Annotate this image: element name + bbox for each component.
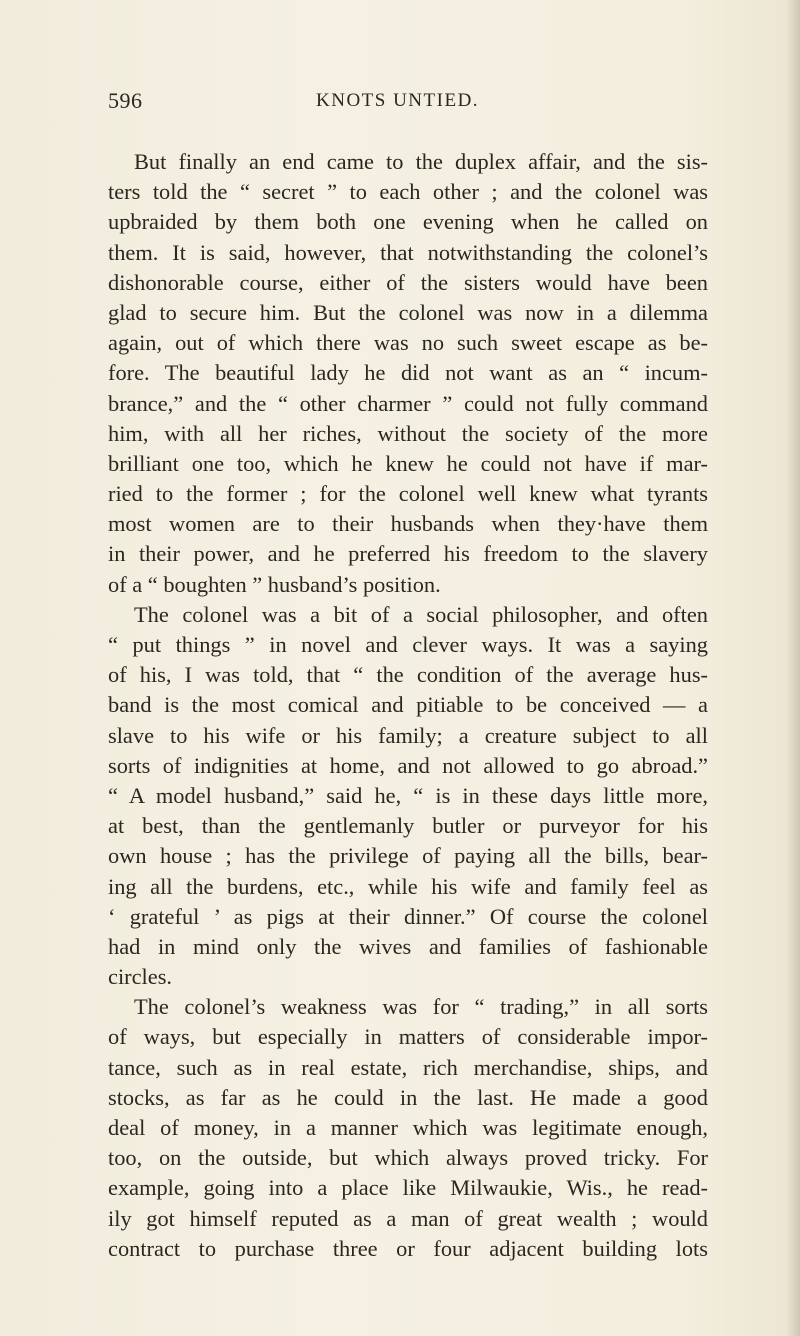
text-line: ‘ grateful ’ as pigs at their dinner.” Of course the colonel bbox=[108, 903, 708, 929]
text-line: own house ; has the privilege of paying all the bills, bear- bbox=[108, 843, 708, 869]
text-line: “ put things ” in novel and clever ways. It was a saying bbox=[108, 632, 708, 657]
text-line: slave to his wife or his family; a creature subject to all bbox=[108, 722, 708, 748]
text-line: him, with all her riches, without the society of the more bbox=[108, 420, 708, 446]
text-line: at best, than the gentlemanly butler or purveyor for his bbox=[108, 813, 708, 839]
text-line: had in mind only the wives and families of fashionable bbox=[108, 933, 708, 959]
text-line: stocks, as far as he could in the last. He made a good bbox=[108, 1084, 708, 1110]
text-line: ried to the former ; for the colonel well knew what tyrants bbox=[108, 481, 708, 507]
text-line: ily got himself reputed as a man of great wealth ; would bbox=[108, 1205, 708, 1231]
text-line: example, going into a place like Milwaukie, Wis., he read- bbox=[108, 1175, 708, 1201]
text-line: contract to purchase three or four adjacent building lots bbox=[108, 1235, 708, 1261]
text-line: The colonel was a bit of a social philosopher, and often bbox=[134, 601, 708, 627]
text-line: too, on the outside, but which always proved tricky. For bbox=[108, 1145, 708, 1171]
page-header bbox=[108, 88, 708, 118]
text-line: sorts of indignities at home, and not allowed to go abroad.” bbox=[108, 752, 708, 778]
page-edge-shadow bbox=[786, 0, 800, 1336]
text-line: upbraided by them both one evening when he called on bbox=[108, 209, 708, 235]
text-line: fore. The beautiful lady he did not want as an “ incum- bbox=[108, 360, 708, 386]
body-text bbox=[108, 147, 708, 1264]
text-line: of his, I was told, that “ the condition of the average hus- bbox=[108, 662, 708, 688]
text-line: dishonorable course, either of the sisters would have been bbox=[108, 269, 708, 295]
text-line: glad to secure him. But the colonel was now in a dilemma bbox=[108, 299, 708, 325]
text-line: But finally an end came to the duplex affair, and the sis- bbox=[134, 149, 708, 174]
text-line: brilliant one too, which he knew he could not have if mar- bbox=[108, 450, 708, 476]
text-line: in their power, and he preferred his freedom to the slavery bbox=[108, 541, 708, 567]
text-line: brance,” and the “ other charmer ” could not fully command bbox=[108, 390, 708, 416]
running-title: KNOTS UNTIED. bbox=[316, 90, 480, 111]
page-number: 596 bbox=[108, 88, 143, 113]
text-line: circles. bbox=[108, 964, 173, 990]
text-line: The colonel’s weakness was for “ trading,” in all sorts bbox=[134, 994, 708, 1020]
text-line: of ways, but especially in matters of considerable impor- bbox=[108, 1024, 708, 1050]
text-line: most women are to their husbands when they·have them bbox=[108, 511, 708, 537]
text-line: ters told the “ secret ” to each other ; and the colonel was bbox=[108, 179, 708, 205]
text-line: again, out of which there was no such sweet escape as be- bbox=[108, 330, 708, 356]
text-line: deal of money, in a manner which was legitimate enough, bbox=[108, 1115, 708, 1140]
text-line: ing all the burdens, etc., while his wife and family feel as bbox=[108, 873, 708, 899]
text-line: of a “ boughten ” husband’s position. bbox=[108, 571, 441, 597]
text-line: them. It is said, however, that notwithstanding the colonel’s bbox=[108, 239, 708, 265]
text-line: tance, such as in real estate, rich merchandise, ships, and bbox=[108, 1054, 708, 1080]
text-line: “ A model husband,” said he, “ is in these days little more, bbox=[108, 782, 708, 808]
text-line: band is the most comical and pitiable to be conceived — a bbox=[108, 692, 708, 718]
